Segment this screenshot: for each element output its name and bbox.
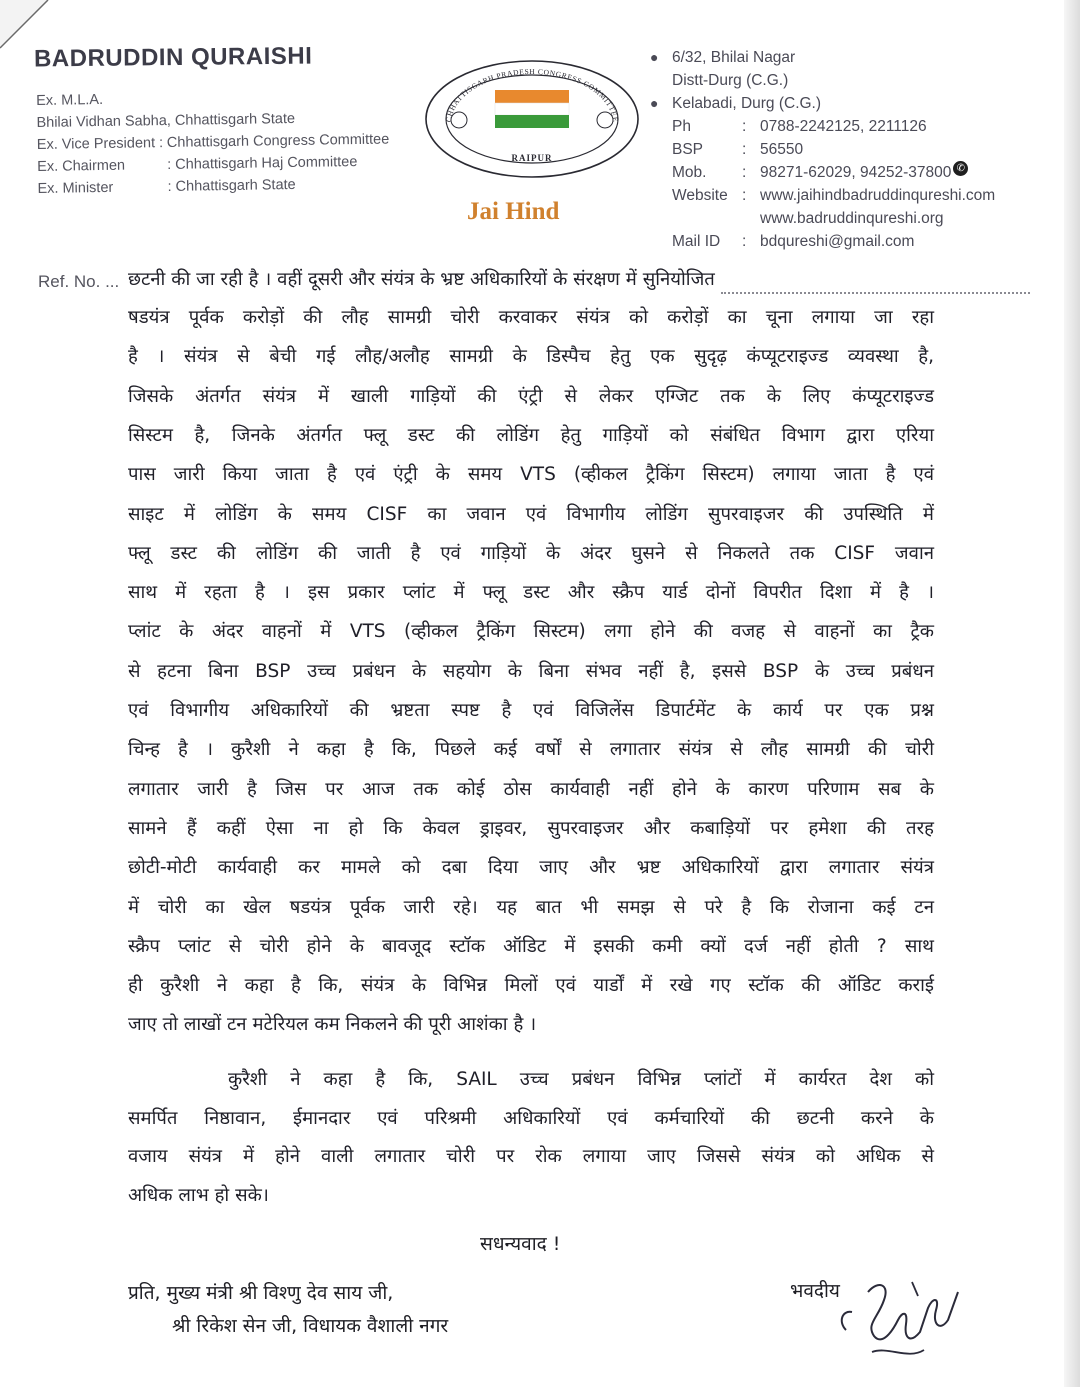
- role-detail: Chhattisgarh Congress Committee: [166, 131, 390, 151]
- body-line: जाए तो लाखों टन मटेरियल कम निकलने की पूरी आशंका है ।: [128, 1014, 537, 1036]
- handwritten-signature: [828, 1262, 978, 1372]
- contact-block: [650, 46, 995, 253]
- page-edge-shadow: [1064, 0, 1080, 1387]
- role-detail: : Chhattisgarh State: [167, 176, 296, 195]
- address-line: Distt-Durg (C.G.): [672, 72, 789, 89]
- body-line: पास जारी किया जाता है एवं एंट्री के समय VTS (व्हीकल ट्रैकिंग सिस्टम) लगाया जाता है एवं: [128, 464, 934, 486]
- contact-email: Mail ID : bdqureshi@gmail.com: [672, 233, 915, 250]
- role-title: Ex. Vice President :: [36, 135, 164, 153]
- body-line: में चोरी का खेल षडयंत्र पूर्वक जारी रहे। यह बात भी समझ से परे है कि रोजाना कई टन: [128, 896, 934, 918]
- body-line: जिसके अंतर्गत संयंत्र में खाली गाड़ियों की एंट्री से लेकर एग्जिट तक के लिए कंप्यूटराइज्ड: [128, 385, 934, 407]
- body-line: साइट में लोडिंग के समय CISF का जवान एवं विभागीय लोडिंग सुपरवाइजर की उपस्थिति में: [128, 503, 934, 525]
- role-title: Ex. Minister: [37, 179, 114, 197]
- addressee-line-2: श्री रिकेश सेन जी, विधायक वैशाली नगर: [172, 1315, 449, 1337]
- contact-bsp: BSP : 56550: [672, 141, 804, 158]
- sender-roles: [36, 84, 390, 200]
- ref-text: छटनी की जा रही है । वहीं दूसरी और संयंत्र के भ्रष्ट अधिकारियों के संरक्षण में सुनियोजित: [128, 269, 715, 290]
- addressee-block: [128, 1277, 448, 1343]
- addressee-line-1: प्रति, मुख्य मंत्री श्री विश्णु देव साय जी,: [128, 1282, 394, 1304]
- contact-phone: Ph : 0788-2242125, 2211126: [672, 118, 927, 135]
- slogan: Jai Hind: [467, 198, 560, 225]
- ref-label: Ref. No. ...: [38, 272, 120, 291]
- role-title: Bhilai Vidhan Sabha, Chhattisgarh State: [36, 110, 296, 131]
- body-line: फ्लू डस्ट की लोडिंग की जाती है एवं गाड़ियों के अंदर घुसने से निकलते तक CISF जवान: [128, 542, 934, 564]
- address-line: ● 6/32, Bhilai Nagar: [650, 49, 796, 66]
- contact-mobile: Mob. : 98271-62029, 94252-37800 ✆: [672, 161, 995, 184]
- body-line: स्क्रैप प्लांट से चोरी होने के बावजूद स्टॉक ऑडिट में इसकी कमी क्यों दर्ज नहीं होती ? साथ: [128, 935, 934, 957]
- contact-website: Website : www.jaihindbadruddinqureshi.com: [672, 187, 996, 204]
- sender-name: BADRUDDIN QURAISHI: [33, 42, 313, 73]
- body-line: चिन्ह है । कुरैशी ने कहा है कि, पिछले कई वर्षों से लगातार संयंत्र से लौह सामग्री की चोरी: [128, 739, 934, 761]
- body-line: षडयंत्र पूर्वक करोड़ों की लौह सामग्री चोरी करवाकर संयंत्र को करोड़ों का चूना लगाया जा रहा: [128, 307, 934, 328]
- body-line: से हटना बिना BSP उच्च प्रबंधन के सहयोग के बिना संभव नहीं है, इससे BSP के उच्च प्रबंधन: [128, 660, 934, 682]
- emblem-ring-text: CHHATTISGARH PRADESH CONGRESS COMMITTEE: [443, 66, 620, 123]
- whatsapp-icon: ✆: [953, 161, 968, 176]
- body-line: सामने हैं कहीं ऐसा ना हो कि केवल ड्राइवर, सुपरवाइजर और कबाड़ियों पर हमेशा की तरह: [128, 817, 934, 839]
- body-line: अधिक लाभ हो सके।: [128, 1184, 269, 1206]
- flag-white: [495, 103, 569, 115]
- body-line: ही कुरैशी ने कहा है कि, संयंत्र के विभिन्न मिलों एवं यार्डों में रखे गए स्टॉक की ऑडिट कराई: [128, 975, 934, 997]
- body-line: एवं विभागीय अधिकारियों की भ्रष्टता स्पष्ट है एवं विजिलेंस डिपार्टमेंट के कार्य पर एक प्रश्न: [128, 700, 934, 721]
- ref-dots: [721, 292, 1030, 294]
- flag-green: [495, 115, 569, 128]
- body-line: लगातार जारी है जिस पर आज तक कोई ठोस कार्यवाही नहीं होने के कारण परिणाम सब के: [128, 778, 934, 800]
- congress-committee-emblem: [423, 58, 641, 180]
- emblem-city: RAIPUR: [511, 153, 553, 163]
- body-line: कुरैशी ने कहा है कि, SAIL उच्च प्रबंधन विभिन्न प्लांटों में कार्यरत देश को: [228, 1069, 934, 1090]
- body-line: छोटी-मोटी कार्यवाही कर मामले को दबा दिया जाए और भ्रष्ट अधिकारियों द्वारा लगातार संयंत्र: [128, 857, 934, 879]
- address-line: ● Kelabadi, Durg (C.G.): [650, 95, 822, 112]
- closing-yours: भवदीय: [790, 1280, 840, 1302]
- body-line: समर्पित निष्ठावान, ईमानदार एवं परिश्रमी अधिकारियों एवं कर्मचारियों की छटनी करने के: [128, 1107, 934, 1129]
- body-line: साथ में रहता है । इस प्रकार प्लांट में फ्लू डस्ट और स्क्रैप यार्ड दोनों विपरीत दिशा में है ।: [128, 582, 934, 604]
- role-row: [37, 172, 390, 200]
- flag-saffron: [495, 90, 569, 103]
- closing-thanks: सधन्यवाद !: [480, 1233, 561, 1255]
- role-title: Ex. Chairmen: [37, 157, 126, 175]
- role-title: Ex. M.L.A.: [36, 91, 104, 109]
- contact-website-2: www.badruddinqureshi.org: [760, 210, 944, 227]
- body-line: प्लांट के अंदर वाहनों में VTS (व्हीकल ट्रैकिंग सिस्टम) लगा होने की वजह से वाहनों का ट्रैक: [128, 621, 934, 643]
- body-line: वजाय संयंत्र में होने वाली लगातार चोरी पर रोक लगाया जाए जिससे संयंत्र को अधिक से: [128, 1146, 934, 1167]
- body-line: सिस्टम है, जिनके अंतर्गत फ्लू डस्ट की लोडिंग हेतु गाड़ियों को संबंधित विभाग द्वारा एरिया: [128, 424, 934, 446]
- role-detail: : Chhattisgarh Haj Committee: [167, 153, 358, 173]
- body-line: है । संयंत्र से बेची गई लौह/अलौह सामग्री के डिस्पैच हेतु एक सुदृढ़ कंप्यूटराइज्ड व्यवस्था है,: [128, 346, 934, 368]
